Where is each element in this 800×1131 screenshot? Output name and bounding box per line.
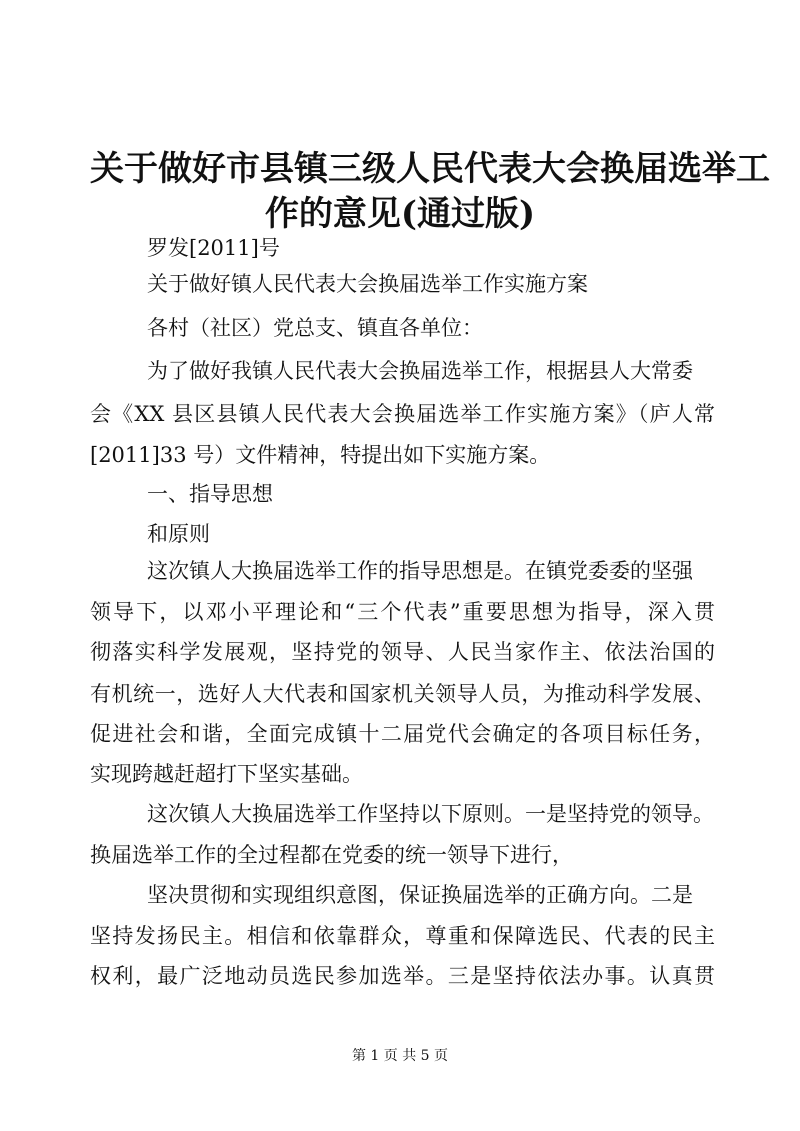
document-title-line-2: 作的意见(通过版) [264, 194, 536, 234]
section-heading: 一、指导思想 [147, 482, 273, 506]
body-line: 这次镇人大换届选举工作坚持以下原则。一是坚持党的领导。 [147, 802, 714, 826]
body-line: 会《XX 县区县镇人民代表大会换届选举工作实施方案》（庐人常 [90, 402, 715, 426]
body-line: 领导下，以邓小平理论和“三个代表”重要思想为指导，深入贯 [90, 600, 715, 624]
section-heading-continued: 和原则 [147, 522, 210, 546]
body-line: [2011]33 号）文件精神，特提出如下实施方案。 [90, 443, 551, 467]
body-line: 实现跨越赶超打下坚实基础。 [90, 762, 363, 786]
body-line: 坚决贯彻和实现组织意图，保证换届选举的正确方向。二是 [147, 883, 693, 907]
document-title-line-1: 关于做好市县镇三级人民代表大会换届选举工 [90, 149, 770, 189]
addressee-line: 各村（社区）党总支、镇直各单位： [147, 316, 483, 340]
body-line: 权利，最广泛地动员选民参加选举。三是坚持依法办事。认真贯 [90, 964, 715, 988]
document-number: 罗发[2011]号 [147, 236, 280, 260]
body-line: 彻落实科学发展观，坚持党的领导、人民当家作主、依法治国的 [90, 640, 715, 664]
plan-heading: 关于做好镇人民代表大会换届选举工作实施方案 [147, 272, 588, 296]
page-footer: 第 1 页 共 5 页 [351, 1048, 449, 1064]
body-line: 换届选举工作的全过程都在党委的统一领导下进行， [90, 843, 573, 867]
body-line: 有机统一，选好人大代表和国家机关领导人员，为推动科学发展、 [90, 682, 715, 706]
body-line: 这次镇人大换届选举工作的指导思想是。在镇党委委的坚强 [147, 559, 693, 583]
body-line: 促进社会和谐，全面完成镇十二届党代会确定的各项目标任务， [90, 722, 715, 746]
body-line: 为了做好我镇人民代表大会换届选举工作，根据县人大常委 [147, 359, 693, 383]
body-line: 坚持发扬民主。相信和依靠群众，尊重和保障选民、代表的民主 [90, 924, 715, 948]
